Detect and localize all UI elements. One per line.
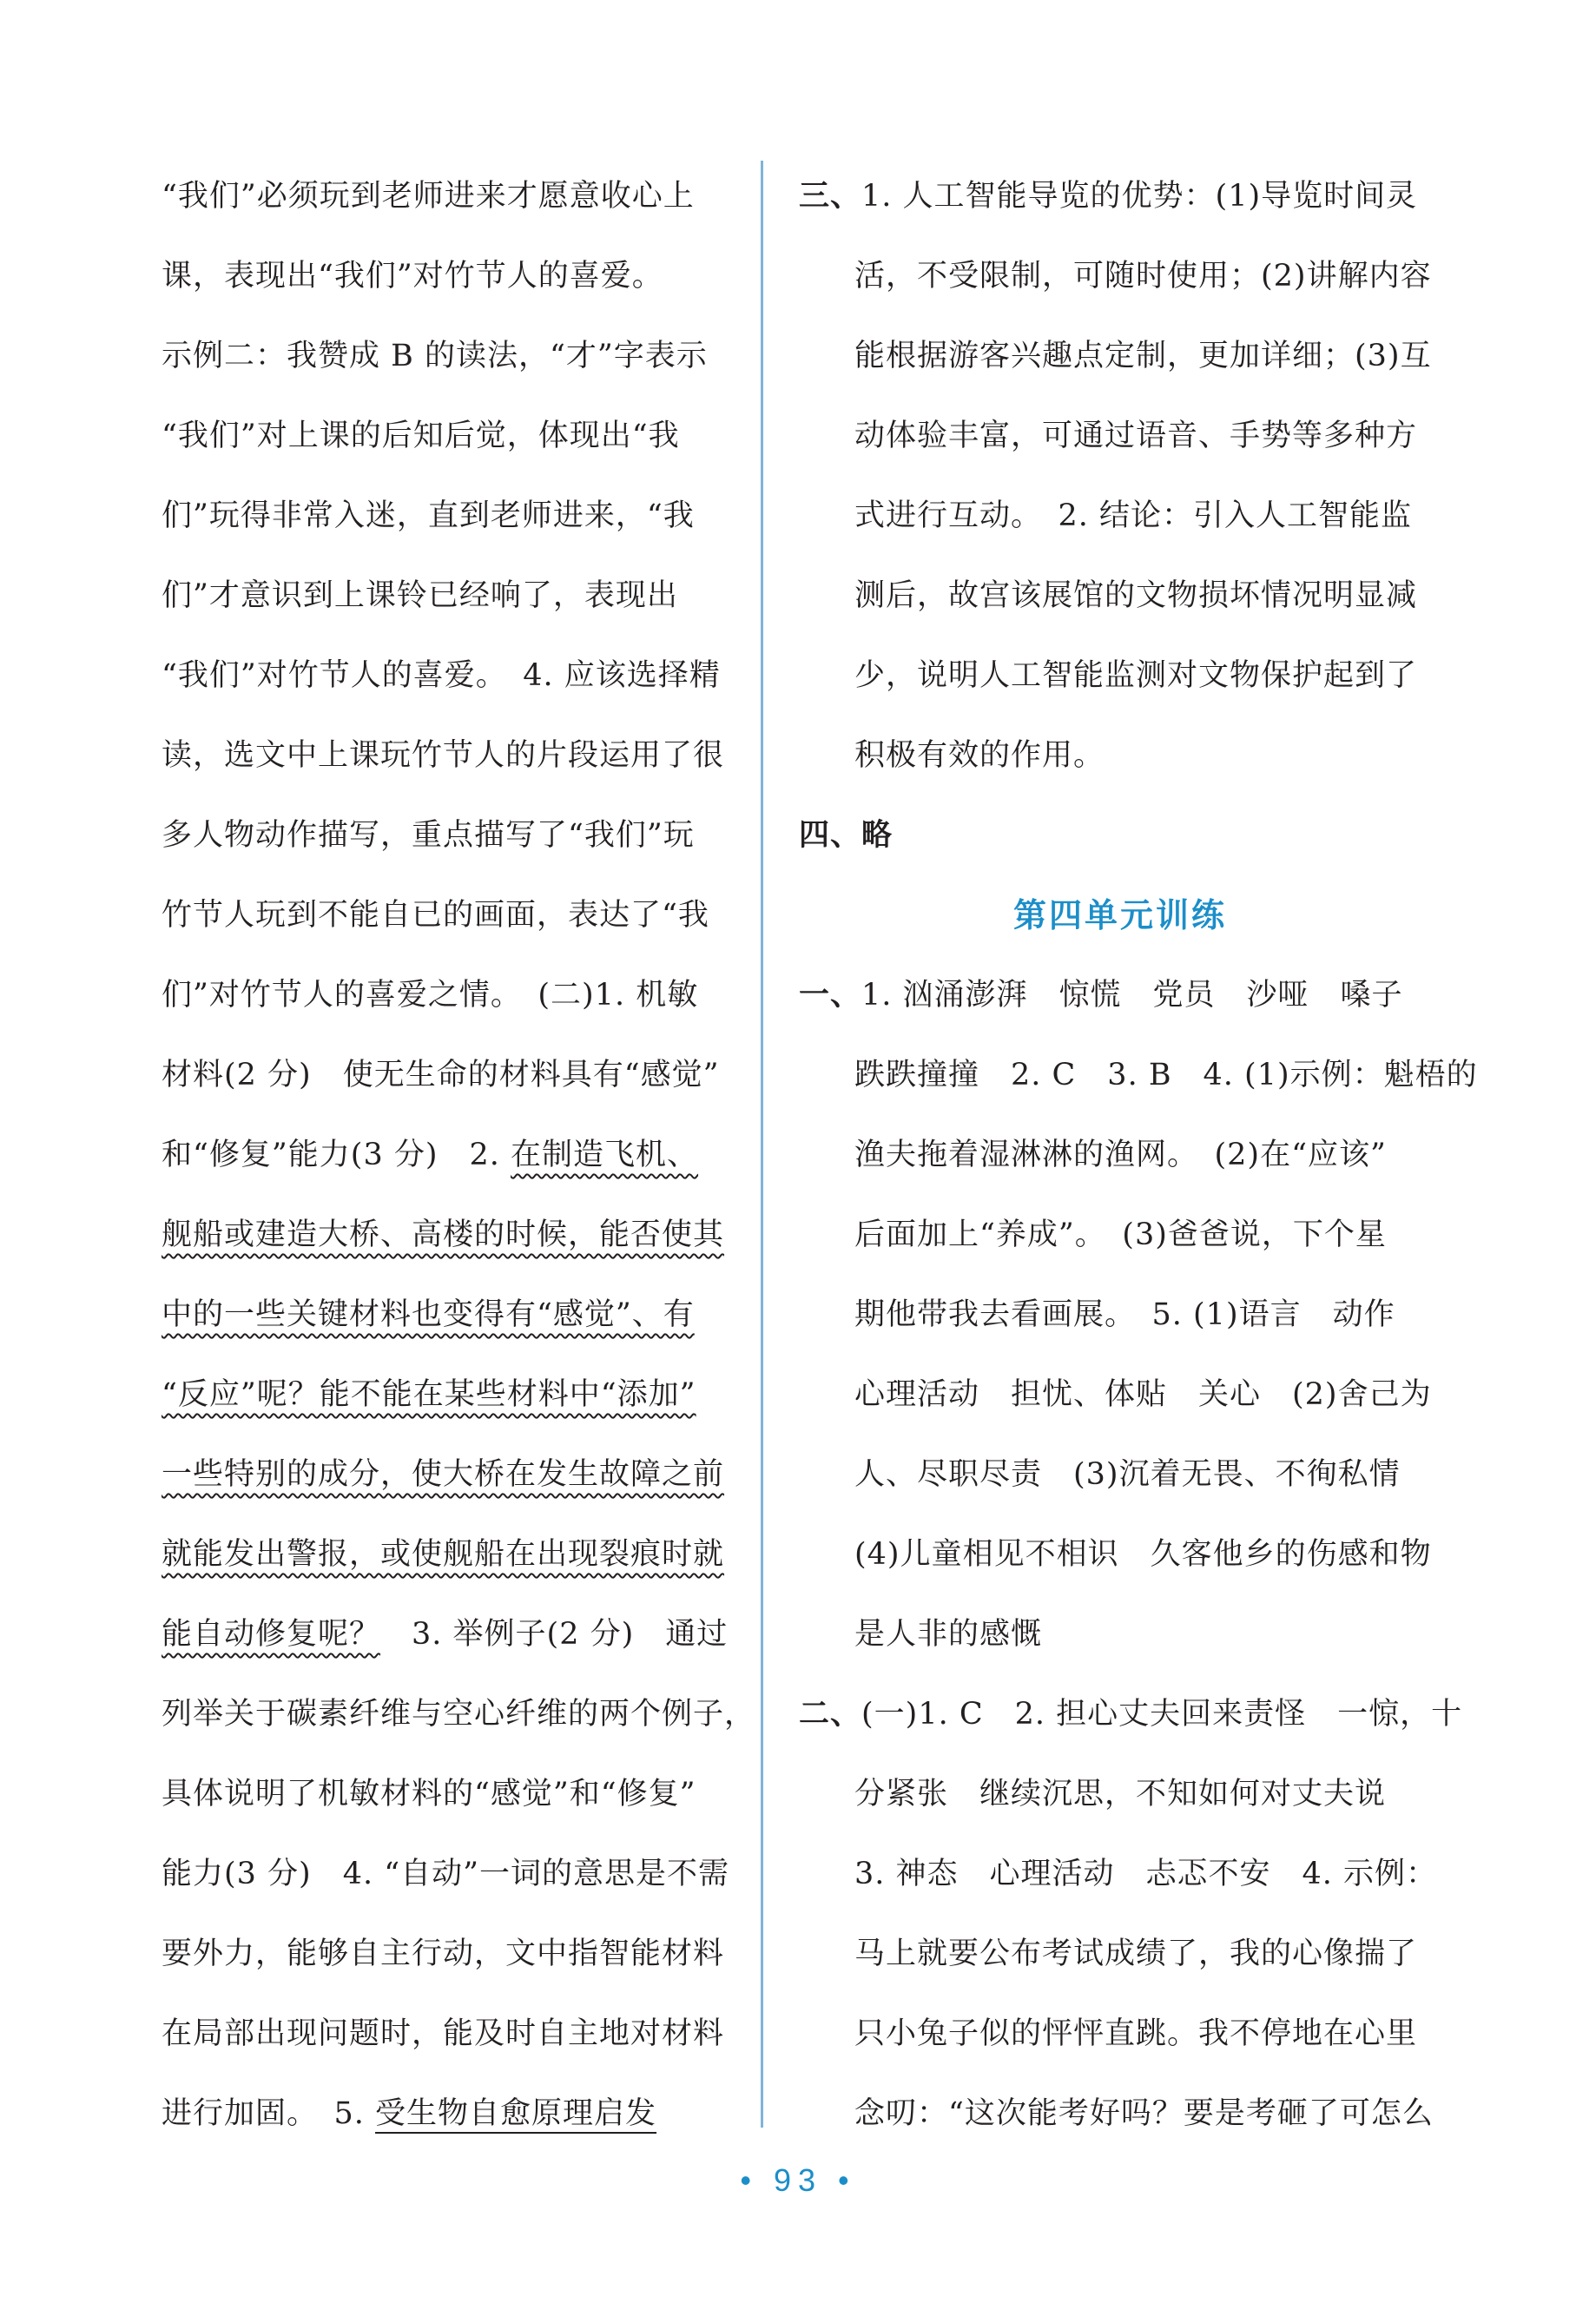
text-line: (4)儿童相见不相识 久客他乡的伤感和物 — [854, 1537, 1432, 1572]
section-three-first-line — [799, 156, 1441, 236]
text-line: 少，说明人工智能监测对文物保护起到了 — [854, 658, 1418, 693]
text-line: 动体验丰富，可通过语音、手势等多种方 — [854, 419, 1418, 453]
text-line — [162, 1514, 752, 1594]
text-line: 跌跌撞撞 2. C 3. B 4. (1)示例：魁梧的 — [854, 1058, 1478, 1092]
text-segment: 进行加固。 5. — [162, 2096, 376, 2131]
text-line — [162, 1115, 752, 1195]
wavy-underlined-text: 在制造飞机、 — [511, 1138, 699, 1172]
text-line: 列举关于碳素纤维与空心纤维的两个例子， — [162, 1697, 756, 1732]
text-line: 后面加上“养成”。 (3)爸爸说，下个星 — [854, 1217, 1387, 1252]
text-line — [162, 1195, 752, 1275]
text-line: 式进行互动。 2. 结论：引入人工智能监 — [854, 498, 1413, 533]
text-line: 3. 神态 心理活动 忐忑不安 4. 示例： — [854, 1857, 1438, 1891]
unit-heading: 第四单元训练 — [1012, 895, 1227, 934]
text-line: 课，表现出“我们”对竹节人的喜爱。 — [162, 259, 663, 294]
text-line: 们”才意识到上课铃已经响了，表现出 — [162, 578, 678, 613]
section-label: 一、 — [799, 977, 862, 1013]
text-line: 们”对竹节人的喜爱之情。 (二)1. 机敏 — [162, 978, 699, 1013]
section-label: 三、 — [799, 178, 862, 214]
text-line: 多人物动作描写，重点描写了“我们”玩 — [162, 818, 695, 853]
text-line: 是人非的感慨 — [854, 1617, 1043, 1652]
text-line: 示例二：我赞成 B 的读法，“才”字表示 — [162, 339, 708, 373]
page-number: • 93 • — [740, 2162, 856, 2198]
text-line: 念叨：“这次能考好吗？要是考砸了可怎么 — [854, 2096, 1434, 2131]
right-column — [799, 156, 1478, 2154]
text-line: 活，不受限制，可随时使用；(2)讲解内容 — [854, 259, 1432, 294]
text-segment: 1. 汹涌澎湃 惊慌 党员 沙哑 嗓子 — [861, 978, 1403, 1013]
text-line — [162, 1435, 752, 1514]
text-line: 测后，故宫该展馆的文物损坏情况明显减 — [854, 578, 1418, 613]
section-label: 二、 — [799, 1696, 862, 1732]
left-column — [162, 156, 756, 2154]
text-line: “我们”对竹节人的喜爱。 4. 应该选择精 — [162, 658, 721, 693]
text-line: 渔夫拖着湿淋淋的渔网。 (2)在“应该” — [854, 1138, 1387, 1172]
wavy-underlined-text: “反应”呢？能不能在某些材料中“添加” — [162, 1377, 696, 1412]
section-four: 四、略 — [799, 817, 894, 853]
text-segment: 3. 举例子(2 分) 通过 — [380, 1617, 729, 1652]
wavy-underlined-text: 就能发出警报，或使舰船在出现裂痕时就 — [162, 1537, 725, 1572]
text-line — [162, 1355, 752, 1435]
wavy-underlined-text: 一些特别的成分，使大桥在发生故障之前 — [162, 1457, 725, 1492]
text-line: 心理活动 担忧、体贴 关心 (2)舍己为 — [854, 1377, 1432, 1412]
text-line: 马上就要公布考试成绩了，我的心像揣了 — [854, 1937, 1418, 1971]
underlined-text: 受生物自愈原理启发 — [375, 2096, 657, 2131]
text-line: 材料(2 分) 使无生命的材料具有“感觉” — [162, 1058, 720, 1092]
wavy-underlined-text: 能自动修复呢？ — [162, 1617, 381, 1652]
text-line: 积极有效的作用。 — [854, 738, 1105, 773]
wavy-underlined-text: 中的一些关键材料也变得有“感觉”、有 — [162, 1297, 695, 1332]
text-line — [162, 1594, 752, 1674]
text-line: 读，选文中上课玩竹节人的片段运用了很 — [162, 738, 725, 773]
text-line: 们”玩得非常入迷，直到老师进来，“我 — [162, 498, 695, 533]
section-one-first-line — [799, 955, 1441, 1035]
text-line: 具体说明了机敏材料的“感觉”和“修复” — [162, 1777, 696, 1811]
section-two-first-line — [799, 1674, 1463, 1754]
text-line: 要外力，能够自主行动，文中指智能材料 — [162, 1937, 725, 1971]
text-line — [162, 1275, 752, 1355]
text-line: 分紧张 继续沉思，不知如何对丈夫说 — [854, 1777, 1387, 1811]
text-line: 期他带我去看画展。 5. (1)语言 动作 — [854, 1297, 1395, 1332]
text-line: 能力(3 分) 4. “自动”一词的意思是不需 — [162, 1857, 730, 1891]
text-segment: 1. 人工智能导览的优势：(1)导览时间灵 — [861, 179, 1418, 214]
text-line: “我们”必须玩到老师进来才愿意收心上 — [162, 179, 695, 214]
text-line — [162, 2074, 752, 2154]
text-line: 人、尽职尽责 (3)沉着无畏、不徇私情 — [854, 1457, 1401, 1492]
column-divider — [761, 161, 763, 2128]
text-line: 竹节人玩到不能自已的画面，表达了“我 — [162, 898, 709, 933]
wavy-underlined-text: 舰船或建造大桥、高楼的时候，能否使其 — [162, 1217, 725, 1252]
text-segment: (一)1. C 2. 担心丈夫回来责怪 一惊，十 — [861, 1697, 1463, 1732]
text-segment: 和“修复”能力(3 分) 2. — [162, 1138, 511, 1172]
text-line: 在局部出现问题时，能及时自主地对材料 — [162, 2016, 725, 2051]
text-line: 能根据游客兴趣点定制，更加详细；(3)互 — [854, 339, 1432, 373]
text-line: “我们”对上课的后知后觉，体现出“我 — [162, 419, 680, 453]
text-line: 只小兔子似的怦怦直跳。我不停地在心里 — [854, 2016, 1418, 2051]
